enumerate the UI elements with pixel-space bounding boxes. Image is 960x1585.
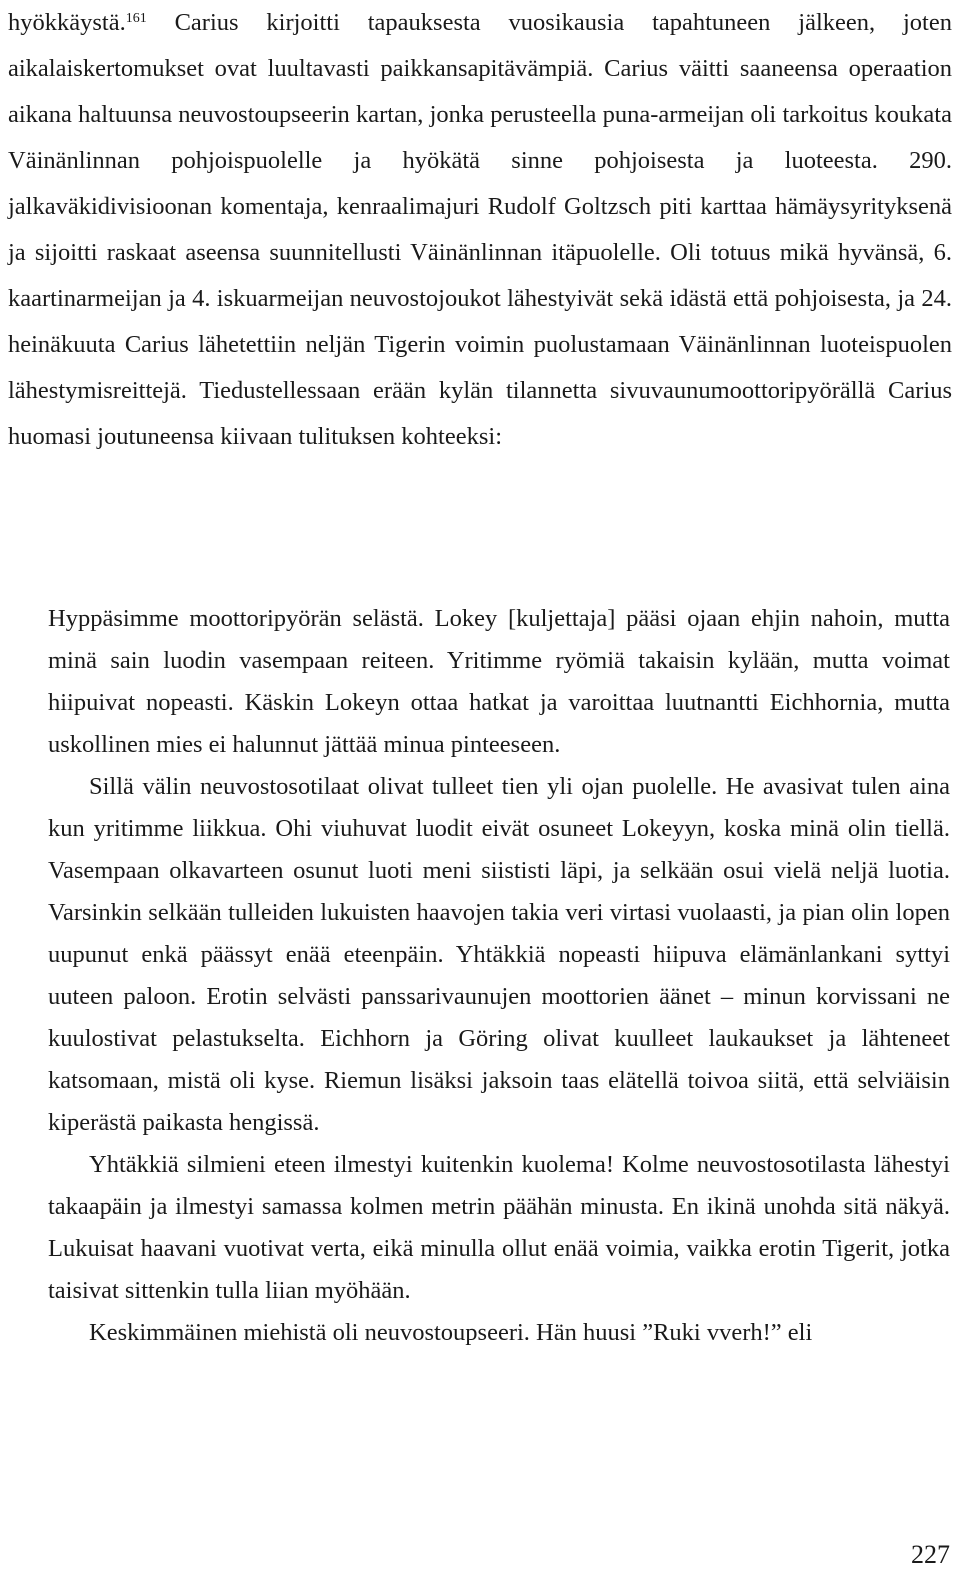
paragraph-rest: Carius kirjoitti tapauksesta vuosikausia tapahtuneen jälkeen, joten aikalaiskertomukset ovat luultavasti paikkansapitävämpiä. Carius väitti saaneensa operaation aikana haltuunsa neuvostoupseerin kartan, jonka perusteella puna-armeijan oli tarkoitus koukata Väinänlinnan pohjoispuolelle ja hyökätä sinne pohjoisesta ja luoteesta. 290. jalkaväkidivisioonan komentaja, kenraalimajuri Rudolf Goltzsch piti karttaa hämäysyrityksenä ja sijoitti raskaat aseensa suunnitellusti Väinänlinnan itäpuolelle. Oli totuus mikä hyvänsä, 6. kaartinarmeijan ja 4. iskuarmeijan neuvostojoukot lähestyivät sekä idästä että pohjoisesta, ja 24. heinäkuuta Carius lähetettiin neljän Tigerin voimin puolustamaan Väinänlinnan luoteispuolen lähestymisreittejä. Tiedustellessaan erään kylän tilannetta sivuvaunumoottoripyörällä Carius huomasi joutuneensa kiivaan tulituksen kohteeksi:	[8, 9, 952, 450]
block-quote	[48, 598, 950, 1354]
footnote-reference[interactable]: 161	[125, 11, 147, 26]
page-number: 227	[911, 1540, 950, 1569]
quote-paragraph-2: Sillä välin neuvostosotilaat olivat tulleet tien yli ojan puolelle. He avasivat tulen aina kun yritimme liikkua. Ohi viuhuvat luodit eivät osuneet Lokeyyn, koska minä olin tiellä. Vasempaan olkavarteen osunut luoti meni siististi läpi, ja selkään osui vielä neljä luotia. Varsinkin selkään tulleiden lukuisten haavojen takia veri virtasi vuolaasti, ja pian olin lopen uupunut enkä päässyt enää eteenpäin. Yhtäkkiä nopeasti hiipuva elämänlankani syttyi uuteen paloon. Erotin selvästi panssarivaunujen moottorien äänet – minun korvissani ne kuulostivat pelastukselta. Eichhorn ja Göring olivat kuulleet laukaukset ja lähteneet katsomaan, mistä oli kyse. Riemun lisäksi jaksoin taas elätellä toivoa siitä, että selviäisin kiperästä paikasta hengissä.	[48, 773, 950, 1136]
quote-paragraph-3: Yhtäkkiä silmieni eteen ilmestyi kuitenkin kuolema! Kolme neuvostosotilasta lähestyi takaapäin ja ilmestyi samassa kolmen metrin päähän minusta. En ikinä unohda sitä näkyä. Lukuisat haavani vuotivat verta, eikä minulla ollut enää voimia, vaikka erotin Tigerit, jotka taisivat sittenkin tulla liian myöhään.	[48, 1151, 950, 1304]
quote-paragraph-4: Keskimmäinen miehistä oli neuvostoupseeri. Hän huusi ”Ruki vverh!” eli	[89, 1319, 813, 1346]
paragraph-start: hyökkäystä.	[8, 9, 126, 36]
body-paragraph	[8, 0, 952, 460]
quote-paragraph-1: Hyppäsimme moottoripyörän selästä. Lokey [kuljettaja] pääsi ojaan ehjin nahoin, mutta minä sain luodin vasempaan reiteen. Yritimme ryömiä takaisin kylään, mutta voimat hiipuivat nopeasti. Käskin Lokeyn ottaa hatkat ja varoittaa luutnantti Eichhornia, mutta uskollinen mies ei halunnut jättää minua pinteeseen.	[48, 605, 950, 758]
body-text	[8, 0, 952, 460]
